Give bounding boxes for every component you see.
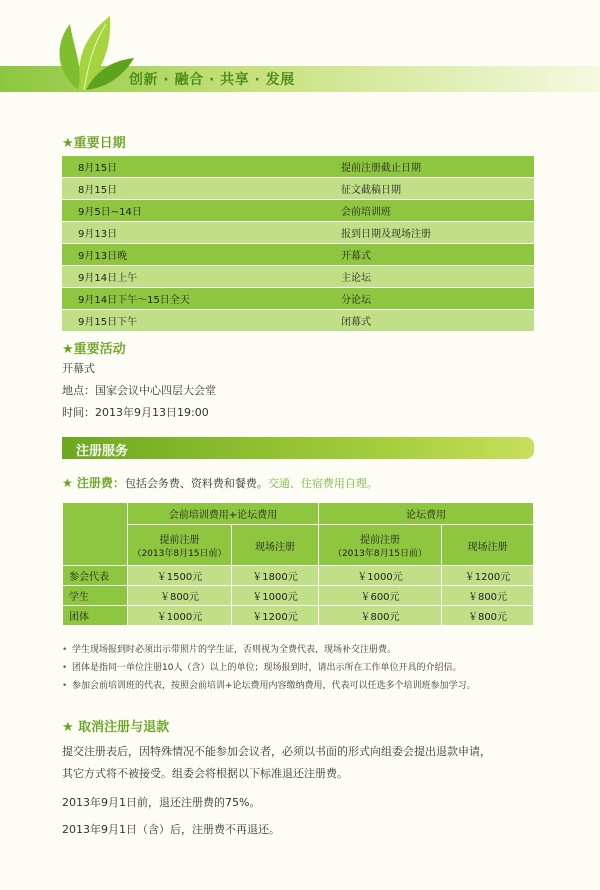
fee-group2-header: 论坛费用 [319, 503, 534, 525]
registration-title: 注册服务 [76, 444, 129, 459]
date-row [62, 156, 534, 178]
date-cell: 8月15日 [62, 156, 341, 178]
event-cell: 分论坛 [341, 288, 534, 310]
refund-line-4: 2013年9月1日（含）后，注册费不再退还。 [62, 823, 280, 836]
refund-line-2: 其它方式将不被接受。组委会将根据以下标准退还注册费。 [62, 767, 348, 780]
refund-line-3: 2013年9月1日前，退还注册费的75%。 [62, 796, 261, 809]
fee-onsite-header-2: 现场注册 [442, 525, 534, 566]
leaf-logo-icon [48, 10, 138, 92]
activity-name: 开幕式 [62, 362, 95, 375]
fee-early-note-1: （2013年8月15日前） [132, 549, 227, 559]
date-cell: 9月13日 [62, 222, 341, 244]
event-cell: 闭幕式 [341, 310, 534, 332]
date-row [62, 178, 534, 200]
fee-text: 包括会务费、资料费和餐费。 [124, 477, 268, 490]
fee-group1-header: 会前培训费用+论坛费用 [128, 503, 319, 525]
fee-row-label: 参会代表 [63, 566, 128, 586]
event-cell: 征文截稿日期 [341, 178, 534, 200]
fee-line [62, 474, 378, 491]
fee-row [63, 606, 534, 626]
fee-early-label-2: 提前注册 [360, 535, 400, 546]
date-cell: 9月14日上午 [62, 266, 341, 288]
date-row [62, 266, 534, 288]
fee-early-header-1 [128, 525, 232, 566]
fee-value-cell: ￥800元 [442, 606, 534, 626]
fee-note: • 团体是指同一单位注册10人（含）以上的单位；现场报到时，请出示所在工作单位开具的介绍信。 [62, 659, 542, 677]
fee-value-cell: ￥1500元 [128, 566, 232, 586]
event-cell: 报到日期及现场注册 [341, 222, 534, 244]
fee-row [63, 566, 534, 586]
fee-value-cell: ￥800元 [128, 586, 232, 606]
fee-early-label-1: 提前注册 [159, 535, 200, 546]
fee-row-label: 学生 [63, 586, 128, 606]
fee-value-cell: ￥800元 [319, 606, 442, 626]
date-cell: 9月14日下午～15日全天 [62, 288, 341, 310]
activity-time: 时间：2013年9月13日19:00 [62, 406, 209, 419]
event-cell: 会前培训班 [341, 200, 534, 222]
fee-row [63, 586, 534, 606]
activities-section-title: ★重要活动 [62, 342, 126, 357]
date-cell: 9月15日下午 [62, 310, 341, 332]
event-cell: 开幕式 [341, 244, 534, 266]
fee-note: • 参加会前培训班的代表，按照会前培训+论坛费用内容缴纳费用，代表可以任选多个培训班参加学习。 [62, 677, 542, 695]
fee-value-cell: ￥1200元 [232, 606, 319, 626]
fee-value-cell: ￥1000元 [128, 606, 232, 626]
fee-value-cell: ￥600元 [319, 586, 442, 606]
date-cell: 9月13日晚 [62, 244, 341, 266]
registration-bar [62, 437, 534, 459]
date-row [62, 288, 534, 310]
date-cell: 8月15日 [62, 178, 341, 200]
dates-section-title: ★重要日期 [62, 136, 126, 151]
dates-table [62, 156, 534, 332]
date-row [62, 244, 534, 266]
fee-table [62, 502, 534, 626]
fee-early-note-2: （2013年8月15日前） [332, 549, 428, 559]
date-row [62, 222, 534, 244]
activity-location: 地点：国家会议中心四层大会堂 [62, 384, 216, 397]
fee-corner-cell [63, 503, 128, 566]
fee-onsite-header-1: 现场注册 [232, 525, 319, 566]
refund-line-1: 提交注册表后，因特殊情况不能参加会议者，必须以书面的形式向组委会提出退款申请， [62, 745, 491, 758]
fee-value-cell: ￥1200元 [442, 566, 534, 586]
fee-row-label: 团体 [63, 606, 128, 626]
event-cell: 主论坛 [341, 266, 534, 288]
refund-section-title: ★ 取消注册与退款 [62, 720, 170, 735]
date-row [62, 310, 534, 332]
fee-value-cell: ￥1800元 [232, 566, 319, 586]
fee-value-cell: ￥1000元 [319, 566, 442, 586]
date-cell: 9月5日~14日 [62, 200, 341, 222]
date-row [62, 200, 534, 222]
fee-early-header-2 [319, 525, 442, 566]
fee-notes [62, 641, 542, 695]
fee-note: • 学生现场报到时必须出示带照片的学生证，否则视为全费代表，现场补交注册费。 [62, 641, 542, 659]
event-cell: 提前注册截止日期 [341, 156, 534, 178]
fee-value-cell: ￥1000元 [232, 586, 319, 606]
header-slogan: 创新 · 融合 · 共享 · 发展 [129, 72, 295, 88]
fee-highlight: 交通、住宿费用自理。 [267, 477, 378, 490]
fee-value-cell: ￥800元 [442, 586, 534, 606]
fee-label: ★ 注册费： [62, 476, 125, 490]
